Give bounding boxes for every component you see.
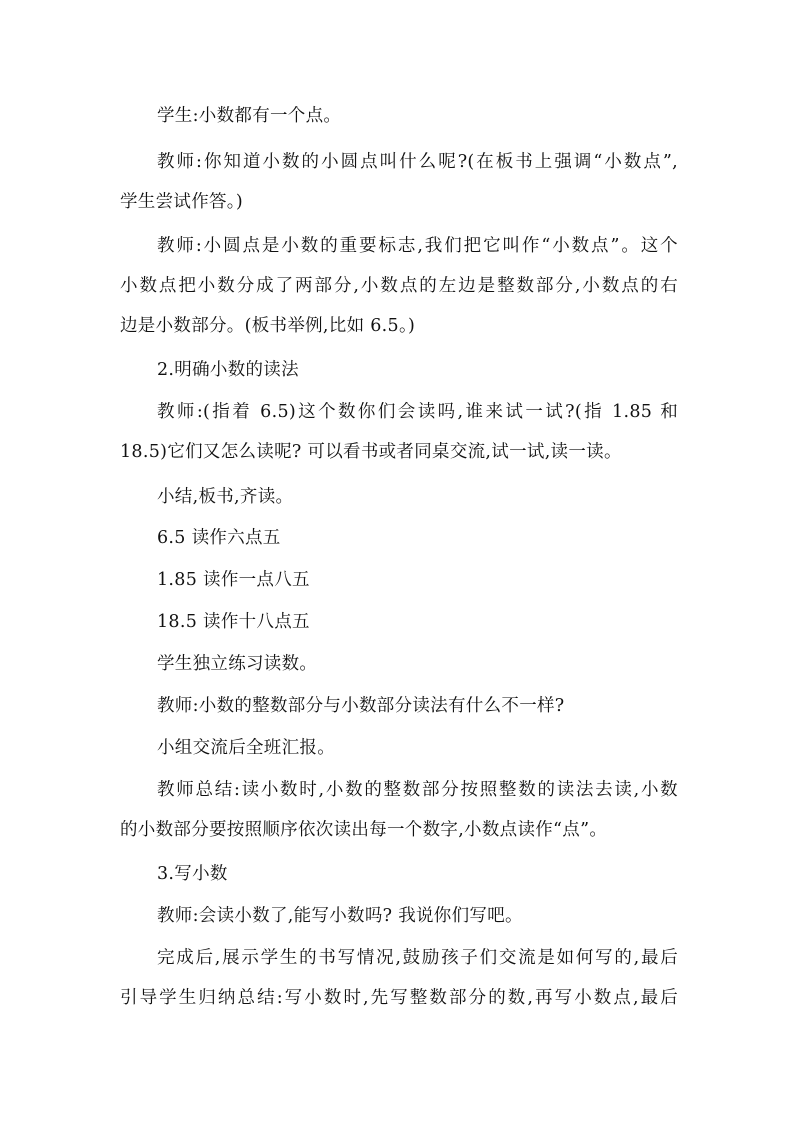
paragraph-reading-line2: 18.5)它们又怎么读呢? 可以看书或者同桌交流,试一试,读一读。 (120, 442, 622, 462)
paragraph-practice: 学生独立练习读数。 (157, 654, 318, 674)
paragraph-difference-question: 教师:小数的整数部分与小数部分读法有什么不一样? (157, 696, 565, 716)
paragraph-group-report: 小组交流后全班汇报。 (157, 738, 335, 758)
paragraph-decimal-point-line1: 教师:小圆点是小数的重要标志,我们把它叫作“小数点”。这个 (157, 236, 678, 256)
example-18-5: 18.5 读作十八点五 (157, 612, 310, 632)
paragraph-decimal-point-line2: 小数点把小数分成了两部分,小数点的左边是整数部分,小数点的右 (120, 276, 678, 296)
section-heading-writing: 3.写小数 (157, 864, 228, 884)
paragraph-writing-summary-line1: 完成后,展示学生的书写情况,鼓励孩子们交流是如何写的,最后 (157, 948, 678, 968)
paragraph-teacher-summary-line2: 的小数部分要按照顺序依次读出每一个数字,小数点读作“点”。 (120, 820, 608, 840)
paragraph-teacher-summary-line1: 教师总结:读小数时,小数的整数部分按照整数的读法去读,小数 (157, 780, 678, 800)
paragraph-teacher-question-line2: 学生尝试作答。) (120, 192, 243, 212)
example-1-85: 1.85 读作一点八五 (157, 570, 310, 590)
paragraph-reading-line1: 教师:(指着 6.5)这个数你们会读吗,谁来试一试?(指 1.85 和 (157, 402, 678, 422)
example-6-5: 6.5 读作六点五 (157, 528, 281, 548)
paragraph-writing-question: 教师:会读小数了,能写小数吗? 我说你们写吧。 (157, 906, 523, 926)
paragraph-teacher-question-line1: 教师:你知道小数的小圆点叫什么呢?(在板书上强调“小数点”, (157, 152, 678, 172)
paragraph-decimal-point-line3: 边是小数部分。(板书举例,比如 6.5。) (120, 316, 416, 336)
paragraph-writing-summary-line2: 引导学生归纳总结:写小数时,先写整数部分的数,再写小数点,最后 (120, 988, 678, 1008)
paragraph-summary: 小结,板书,齐读。 (157, 487, 294, 507)
paragraph-student-point: 学生:小数都有一个点。 (157, 106, 342, 126)
section-heading-reading: 2.明确小数的读法 (157, 360, 299, 380)
